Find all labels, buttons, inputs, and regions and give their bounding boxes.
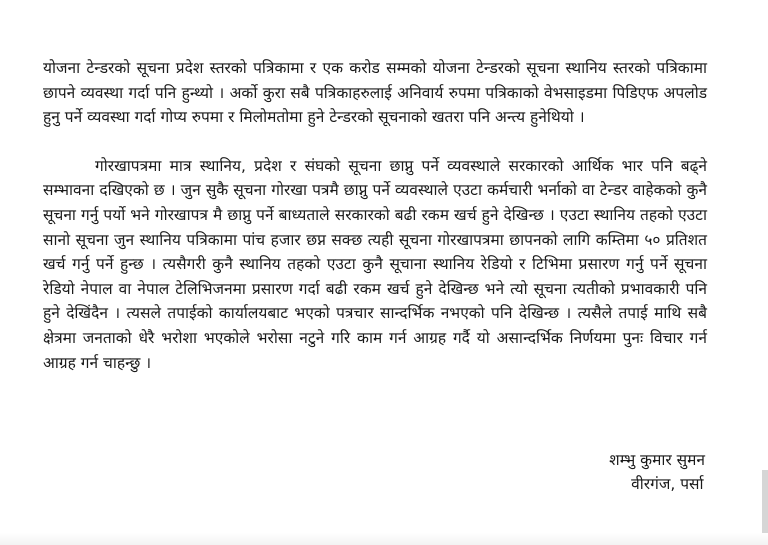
signature-name: शम्भु कुमार सुमन [609, 451, 705, 469]
page-bottom-shade [0, 533, 768, 545]
signature-place: वीरगंज, पर्सा [631, 475, 704, 493]
paragraph-2: गोरखापत्रमा मात्र स्थानिय, प्रदेश र संघको सूचना छाप्नु पर्ने व्यवस्थाले सरकारको आर्थिक भार पनि बढ्ने सम्भावना दखिएको छ । जुन सुकै सूचना गोरखा पत्रमै छाप्नु पर्ने व्यवस्थाले एउटा कर्मचारी भर्नाको वा टेन्डर वाहेकको कुनै सूचना गर्नु पर्यो भने गोरखापत्र मै छाप्नु पर्ने बाध्यताले सरकारको बढी रकम खर्च हुने देखिन्छ । एउटा स्थानिय तहको एउटा सानो सूचना जुन स्थानिय पत्रिकामा पांच हजार छप्न सक्छ त्यही सूचना गोरखापत्रमा छापनको लागि कम्तिमा ५० प्रतिशत खर्च गर्नु पर्ने हुन्छ । त्यसैगरी कुनै स्थानिय तहको एउटा कुनै सूचाना स्थानिय रेडियो र टिभिमा प्रसारण गर्नु पर्ने सूचना रेडियो नेपाल वा नेपाल टेलिभिजनमा प्रसारण गर्दा बढी रकम खर्च हुने देखिन्छ भने त्यो सूचना त्यतीको प्रभावकारी पनि हुने देखिंदैन । त्यसले तपाईको कार्यालयबाट भएको पत्रचार सान्दर्भिक नभएको पनि देखिन्छ । त्यसैले तपाई माथि सबै क्षेत्रमा जनताको धेरै भरोशा भएकोले भरोसा नटुने गरि काम गर्न आग्रह गर्दै यो असान्दर्भिक निर्णयमा पुनः विचार गर्न आग्रह गर्न चाहन्छु । [43, 156, 707, 372]
signature-block [609, 448, 705, 496]
letter-body [43, 56, 707, 375]
paragraph-1: योजना टेन्डरको सूचना प्रदेश स्तरको पत्रिकामा र एक करोड सम्मको योजना टेन्डरको सूचना स्थानिय स्तरको पत्रिकामा छापने व्यवस्था गर्दा पनि हुन्थ्यो । अर्को कुरा सबै पत्रिकाहरुलाई अनिवार्य रुपमा पत्रिकाको वेभसाइडमा पिडिएफ अपलोड हुनु पर्ने व्यवस्था गर्दा गोप्य रुपमा र मिलोमतोमा हुने टेन्डरको सूचनाको खतरा पनि अन्त्य हुनेथियो । [43, 59, 707, 127]
